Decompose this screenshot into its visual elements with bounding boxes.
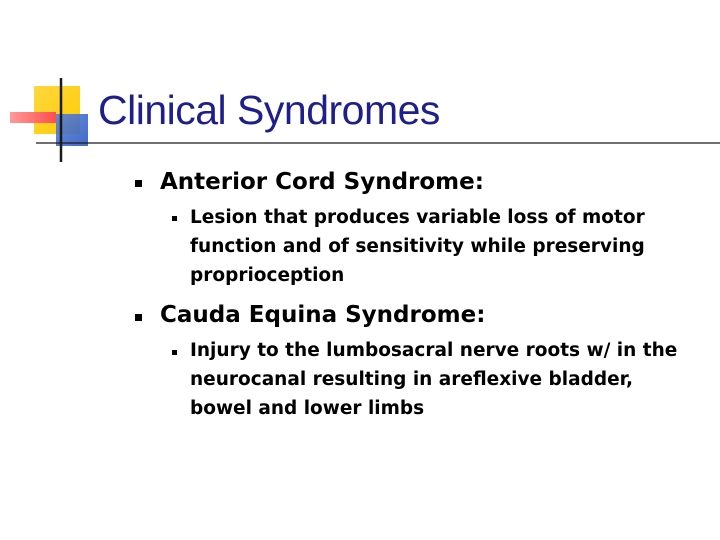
- sub-bullet-marker: [172, 216, 177, 221]
- logo-red-bar: [10, 112, 56, 123]
- bullet-heading-cauda-equina: Cauda Equina Syndrome:: [160, 302, 486, 328]
- bullet-text-anterior-cord: Lesion that produces variable loss of motor function and of sensitivity while preserving proprioception: [190, 207, 645, 286]
- bullet-heading-anterior-cord: Anterior Cord Syndrome:: [160, 169, 484, 195]
- bullet-text-cauda-equina: Injury to the lumbosacral nerve roots w/ in the neurocanal resulting in areflexive bladder, bowel and lower limbs: [190, 340, 678, 419]
- sub-bullet-marker: [172, 350, 177, 355]
- bullet-marker: [135, 314, 142, 321]
- slide-title: Clinical Syndromes: [98, 87, 440, 133]
- bullet-marker: [135, 180, 142, 187]
